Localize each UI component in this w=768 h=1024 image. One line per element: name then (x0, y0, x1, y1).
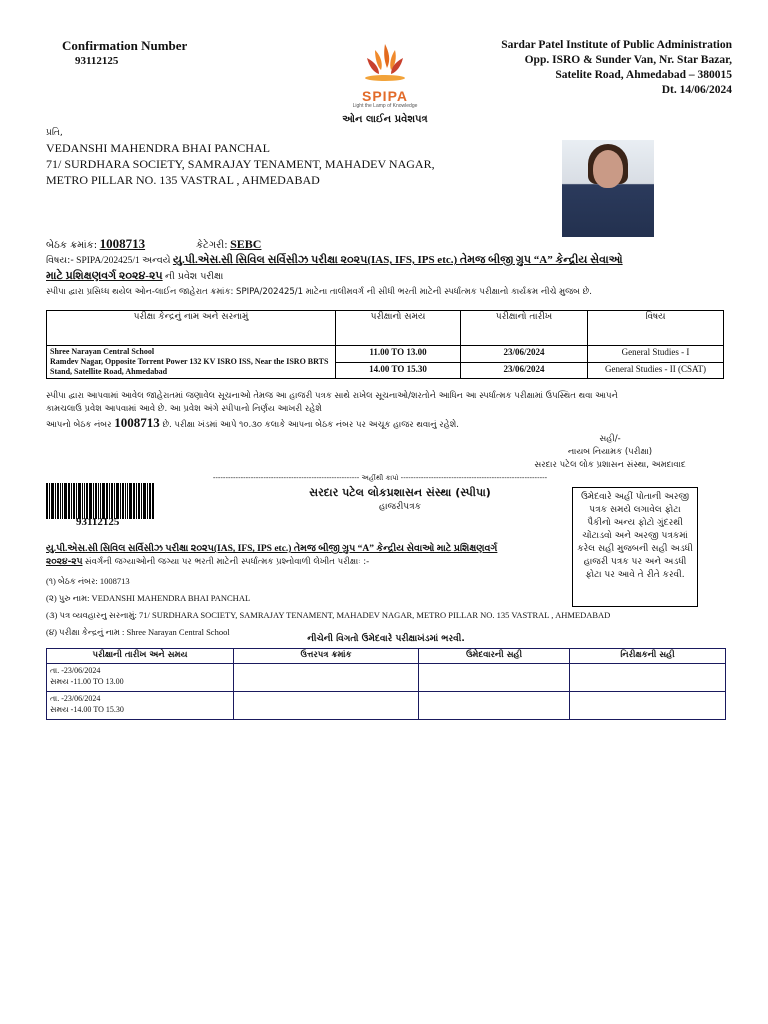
attendance-slot-2 (47, 692, 234, 720)
attendance-slot-1-date: તા. -23/06/2024 (50, 666, 101, 675)
candidate-photo (562, 140, 654, 237)
attendance-title-line-2: સંવર્ગની જગ્યાઓની જગ્યા પર ભરતી માટેની સ્પર્ધાત્મક પ્રશ્નોવાળી લેખીત પરીક્ષાઃ :- (84, 557, 370, 567)
instruction-line-1: સ્પીપા દ્વારા આપવામાં આવેલ જાહેરાતમાં જણાવેલ સૂચનાઓ તેમજ આ હાજરી પત્રક સાથે રાખેલ સૂચનાઓ/શરતોને આધિન આ સ્પર્ધાત્મક પરીક્ષામાં ઉપસ્થિત થવા આપને (46, 391, 618, 401)
signature-office: સરદાર પટેલ લોક પ્રશાસન સંસ્થા, અમદાવાદ (534, 460, 686, 470)
seat-number-label: બેઠક ક્રમાંક: (46, 240, 98, 251)
header-invigilator-sign: નિરીક્ષકની સહી (570, 649, 726, 664)
exam-center-cell (47, 346, 336, 379)
logo-text: SPIPA (362, 88, 408, 104)
header-date-time: પરીક્ષાની તારીખ અને સમય (47, 649, 234, 664)
attendance-seat-number: (૧) બેઠક નંબર: 1008713 (46, 576, 130, 586)
category-value: SEBC (230, 237, 262, 251)
candidate-signature-cell-1 (419, 664, 570, 692)
subject-title-line-2: માટે પ્રશિક્ષણવર્ગ ૨૦૨૪-૨૫ (46, 270, 163, 282)
answer-sheet-number-cell-2 (234, 692, 419, 720)
exam-subject-2: General Studies - II (CSAT) (588, 362, 724, 379)
candidate-address-line-2: METRO PILLAR NO. 135 VASTRAL , AHMEDABAD (46, 173, 320, 187)
attendance-exam-center: (૪) પરીક્ષા કેન્દ્રનું નામ : Shree Narayan Central School (46, 627, 230, 637)
exam-center-name: Shree Narayan Central School (50, 347, 155, 356)
attendance-slot-1 (47, 664, 234, 692)
exam-date-2: 23/06/2024 (461, 362, 588, 379)
institute-address-line-1: Opp. ISRO & Sunder Van, Nr. Star Bazar, (524, 54, 732, 66)
category-label: કેટેગરી: (196, 240, 228, 251)
invigilator-signature-cell-2 (570, 692, 726, 720)
subject-block (46, 253, 726, 285)
confirmation-number: 93112125 (75, 55, 119, 67)
exam-schedule-table (46, 310, 724, 379)
exam-time-2: 14.00 TO 15.30 (336, 362, 461, 379)
instructions-block (46, 390, 736, 432)
attendance-table (46, 648, 726, 720)
attendance-slot-2-date: તા. -23/06/2024 (50, 694, 101, 703)
document-title: ઓન લાઈન પ્રવેશપત્ર (342, 114, 428, 125)
candidate-signature-cell-2 (419, 692, 570, 720)
header-center: પરીક્ષા કેન્દ્રનું નામ અને સરનામું (47, 311, 336, 346)
attendance-subtitle: હાજરીપત્રક (378, 502, 422, 512)
subject-anvaye: અન્વયે (142, 255, 171, 266)
signature-designation: નાયબ નિયામક (પરીક્ષા) (567, 447, 653, 457)
prati-label: પ્રતિ, (46, 128, 63, 138)
logo-tagline: Light the Lamp of Knowledge (352, 103, 418, 109)
invigilator-signature-cell-1 (570, 664, 726, 692)
exam-date-1: 23/06/2024 (461, 346, 588, 363)
candidate-name: VEDANSHI MAHENDRA BHAI PANCHAL (46, 141, 270, 155)
instruction-line-2: કામચલાઉ પ્રવેશ આપવામાં આવે છે. આ પ્રવેશ અંગે સ્પીપાનો નિર્ણય આખરી રહેશે (46, 404, 322, 414)
attendance-full-name: (૨) પુરુ નામ: VEDANSHI MAHENDRA BHAI PANCHAL (46, 593, 251, 603)
subject-title-line-1: યુ.પી.એસ.સી સિવિલ સર્વિસીઝ પરીક્ષા ૨૦૨૫(IAS, IFS, IPS etc.) તેમજ બીજી ગ્રુપ “A” કેન્દ્રીય સેવાઓ (172, 254, 623, 266)
table-row (47, 346, 724, 363)
fill-instructions: નીચેની વિગતો ઉમેદવારે પરીક્ષાખંડમાં ભરવી. (307, 634, 465, 644)
table-row (47, 692, 726, 720)
exam-center-address: Ramdev Nagar, Opposite Torrent Power 132 KV ISRO ISS, Near the ISRO BRTS Stand, Satellite Road, Ahmedabad (50, 357, 329, 376)
instruction-line-3 (46, 416, 736, 432)
subject-reference: SPIPA/202425/1 (76, 256, 140, 266)
letter-date: Dt. 14/06/2024 (661, 84, 732, 96)
attendance-exam-title (46, 542, 566, 568)
attendance-org-title: સરદાર પટેલ લોકપ્રશાસન સંસ્થા (સ્પીપા) (309, 486, 491, 499)
exam-time-1: 11.00 TO 13.00 (336, 346, 461, 363)
attendance-table-header-row (47, 649, 726, 664)
exam-subject-1: General Studies - I (588, 346, 724, 363)
attendance-address: (૩) પત્ર વ્યવહારનુ સરનામું: 71/ SURDHARA SOCIETY, SAMRAJAY TENAMENT, MAHADEV NAGAR, METRO PILLAR NO. 135 VASTRAL , AHMEDABAD (46, 610, 611, 620)
seat-number-value: 1008713 (99, 236, 146, 251)
exam-table-header-row (47, 311, 724, 346)
seat-number-pre-text: આપનો બેઠક નંબર (46, 420, 112, 430)
candidate-address-line-1: 71/ SURDHARA SOCIETY, SAMRAJAY TENAMENT, MAHADEV NAGAR, (46, 157, 435, 171)
attendance-slot-1-time: સમય -11.00 TO 13.00 (50, 677, 124, 686)
confirmation-label: Confirmation Number (62, 38, 188, 53)
header-date: પરીક્ષાનો તારીખ (461, 311, 588, 346)
attendance-title-year: ૨૦૨૪-૨૫ (46, 557, 83, 567)
institute-address-line-2: Satelite Road, Ahmedabad – 380015 (555, 69, 732, 81)
subject-body: સ્પીપા દ્વારા પ્રસિધ્ધ થયેલ ઓન-લાઈન જાહેરાત ક્રમાંક: SPIPA/202425/1 માટેના તાલીમવર્ગ ની સીધી ભરતી માટેની સ્પર્ધાત્મક પરીક્ષાનો કાર્યક્રમ નીચે મુજબ છે. (46, 287, 592, 297)
signature-block (510, 433, 710, 472)
barcode-number: 93112125 (76, 516, 120, 528)
institute-address-block (501, 38, 732, 98)
table-row (47, 664, 726, 692)
header-time: પરીક્ષાનો સમય (336, 311, 461, 346)
signature-sd: સહી/- (599, 434, 621, 444)
barcode (46, 483, 176, 519)
attendance-slot-2-time: સમય -14.00 TO 15.30 (50, 705, 124, 714)
header-subject: વિષય (588, 311, 724, 346)
header-candidate-sign: ઉમેદવારની સહી (419, 649, 570, 664)
photo-paste-box: ઉમેદવારે અહીં પોતાની અરજી પત્રક સમયે લગાવેલ ફોટા પૈકીનો અન્ય ફોટો ગુંદરથી ચોંટાડવો અને અરજી પત્રકમાં કરેલ સહી મુજબની સહી અડધી હાજરી પત્રક પર અને અડધી ફોટા પર આવે તે રીતે કરવી. (572, 487, 698, 607)
subject-title-suffix: ની પ્રવેશ પરીક્ષા (165, 271, 224, 282)
candidate-address-block (46, 140, 435, 188)
institute-name: Sardar Patel Institute of Public Administration (501, 39, 732, 51)
seat-number-row (46, 236, 145, 252)
cut-here-line: ---------------------------------------------------------- અહીંથી કાપો ---------------------------------------------------------- (212, 474, 548, 482)
category-row (196, 237, 261, 252)
seat-number-highlight: 1008713 (114, 415, 160, 430)
answer-sheet-number-cell-1 (234, 664, 419, 692)
attendance-title-line-1: યુ.પી.એસ.સી સિવિલ સર્વિસીઝ પરીક્ષા ૨૦૨૫(IAS, IFS, IPS etc.) તેમજ બીજી ગ્રુપ “A” કેન્દ્રીય સેવાઓ માટે પ્રશિક્ષણવર્ગ (46, 544, 498, 554)
subject-label: વિષય:- (46, 255, 74, 266)
header-answer-sheet: ઉત્તરપત્ર ક્રમાંક (234, 649, 419, 664)
seat-number-post-text: છે. પરીક્ષા ખંડમાં આપે ૧૦.૩૦ કલાકે આપના બેઠક નંબર પર અચૂક હાજર થવાનું રહેશે. (162, 420, 460, 430)
attendance-details (46, 573, 686, 641)
